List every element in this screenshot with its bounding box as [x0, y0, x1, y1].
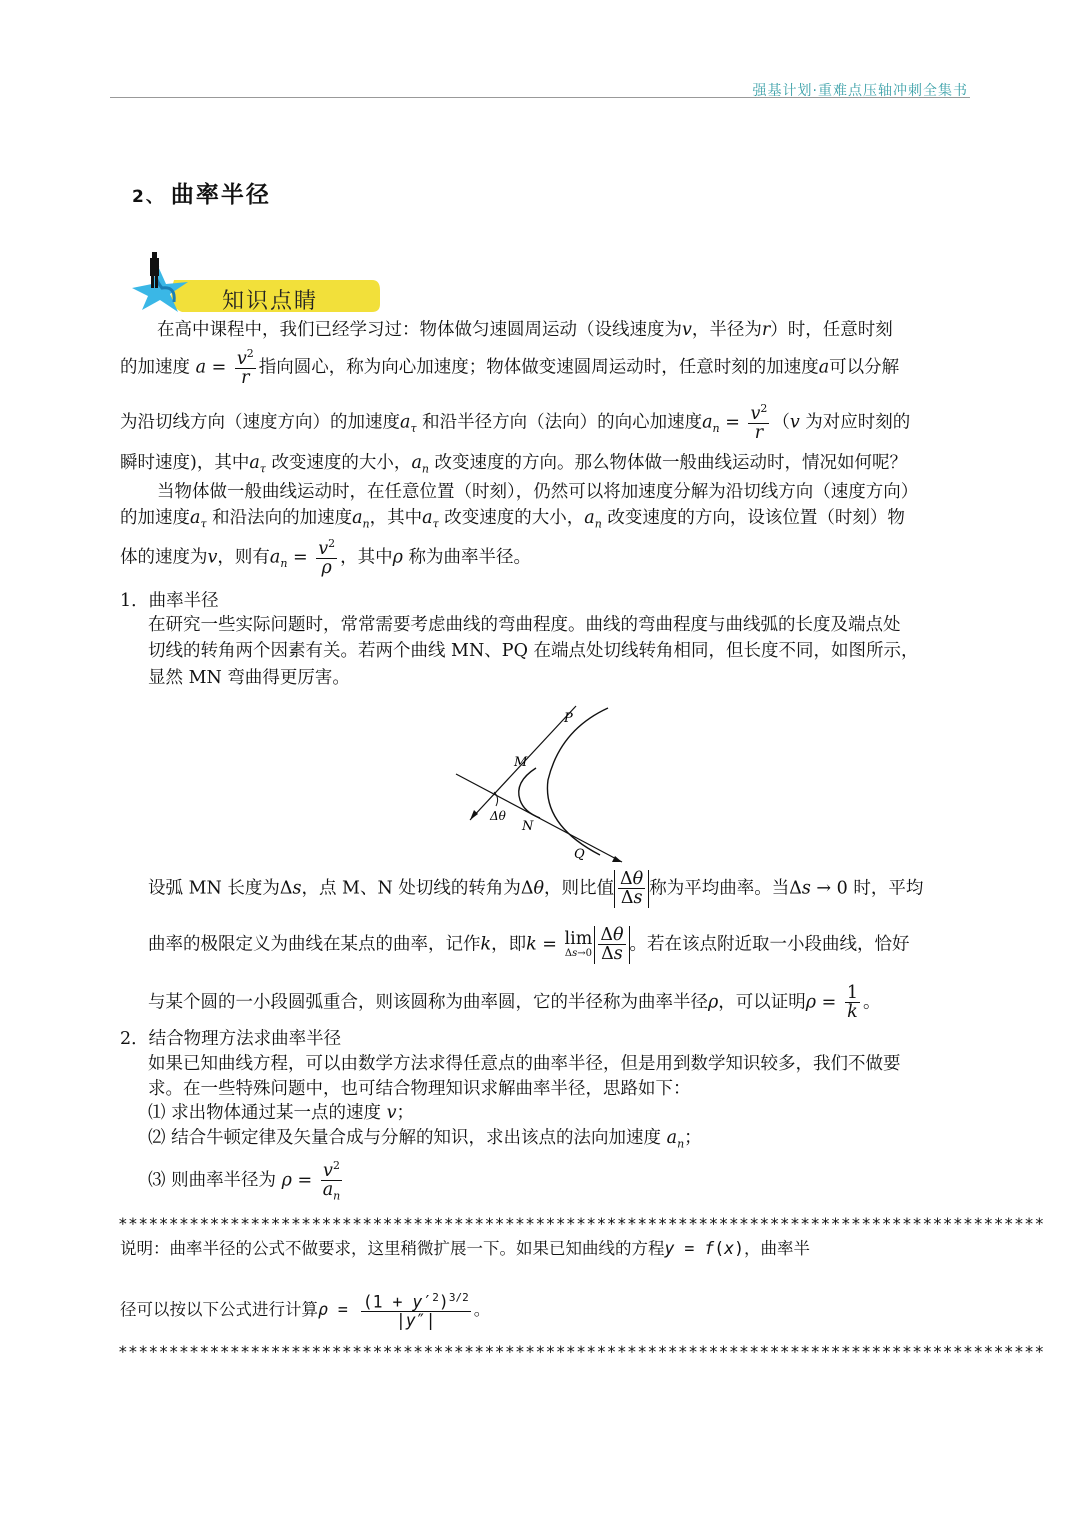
item2-heading: 2．结合物理方法求曲率半径 — [120, 1029, 342, 1049]
knowledge-badge-label: 知识点睛 — [222, 289, 319, 314]
intro-p2-line-2: 的加速度$a_\tau$ 和沿法向的加速度$a_n$，其中$a_\tau$ 改变速度的大小，$a_n$ 改变速度的方向，设该位置（时刻）物 — [120, 508, 905, 531]
centripetal-formula: $\frac{v^2}{r}$ — [236, 347, 254, 389]
item2-step-1: ⑴ 求出物体通过某一点的速度 v； — [148, 1103, 415, 1123]
item2-step-2: ⑵ 结合牛顿定律及矢量合成与分解的知识，求出该点的法向加速度 $a_n$； — [148, 1128, 702, 1151]
intro-line-4: 瞬时速度)，其中$a_\tau$ 改变速度的大小，$a_n$ 改变速度的方向。那么物体做一般曲线运动时，情况如何呢？ — [120, 453, 908, 476]
label-delta-theta: Δθ — [490, 809, 506, 823]
intro-p2-line-1: 当物体做一般曲线运动时，在任意位置（时刻），仍然可以将加速度分解为沿切线方向（速度方向） — [157, 482, 919, 502]
curve-pq — [547, 708, 608, 855]
item1-line-5: 曲率的极限定义为曲线在某点的曲率，记作k，即k = lim Δs→0 $\frac{\Delta\theta}{\Delta s}$ 。若在该点附近取一小段曲线，恰好 — [148, 925, 910, 965]
note-line-2: 径可以按以下公式进行计算ρ = $\frac{(1 + y'^2)^{3/2}}{|y''|}$ 。 — [120, 1291, 491, 1330]
intro-line-3: 为沿切线方向（速度方向）的加速度$a_\tau$ 和沿半径方向（法向）的向心加速度$a_n$ = $\frac{v^2}{r}$ （v 为对应时刻的 — [120, 402, 911, 444]
item1-line-3: 显然 MN 弯曲得更厉害。 — [148, 668, 350, 688]
header-rule — [110, 97, 970, 98]
item1-line-2: 切线的转角两个因素有关。若两个曲线 MN、PQ 在端点处切线转角相同，但长度不同，如图所示， — [148, 641, 919, 661]
item1-line-1: 在研究一些实际问题时，常常需要考虑曲线的弯曲程度。曲线的弯曲程度与曲线弧的长度及端点处 — [148, 615, 901, 635]
item2-line-2: 求。在一些特殊问题中，也可结合物理知识求解曲率半径，思路如下： — [148, 1079, 691, 1099]
note-line-1: 说明：曲率半径的公式不做要求，这里稍微扩展一下。如果已知曲线的方程y = f(x)，曲率半 — [120, 1239, 810, 1258]
item2-line-1: 如果已知曲线方程，可以由数学方法求得任意点的曲率半径，但是用到数学知识较多，我们不做要 — [148, 1054, 901, 1074]
curvature-figure — [450, 700, 640, 868]
tangent-line-lower — [456, 774, 622, 862]
stars-divider-bottom: ******************************************************************************************* — [118, 1342, 1045, 1361]
section-title-text: 曲率半径 — [170, 182, 271, 208]
section-number: 2、 — [132, 187, 165, 207]
label-m: M — [514, 755, 528, 770]
item1-line-4: 设弧 MN 长度为Δs，点 M、N 处切线的转角为Δθ，则比值 $\frac{\Delta\theta}{\Delta s}$ 称为平均曲率。当Δs → 0 时，平均 — [148, 869, 924, 909]
intro-line-1: 在高中课程中，我们已经学习过：物体做匀速圆周运动（设线速度为v，半径为r）时，任意时刻 — [157, 320, 893, 340]
item1-line-6: 与某个圆的一小段圆弧重合，则该圆称为曲率圆，它的半径称为曲率半径ρ，可以证明ρ = $\frac{1}{k}$ 。 — [148, 983, 881, 1023]
intro-line-2: 的加速度 a = $\frac{v^2}{r}$ 指向圆心，称为向心加速度；物体做变速圆周运动时，任意时刻的加速度a可以分解 — [120, 347, 900, 389]
section-title — [132, 176, 271, 209]
label-p: P — [564, 711, 573, 726]
curvature-radius-formula: $\frac{(1 + y'^2)^{3/2}}{|y''|}$ — [362, 1291, 469, 1330]
curve-mn — [519, 768, 540, 818]
intro-p2-line-3: 体的速度为v，则有$a_n$ = $\frac{v^2}{\rho}$ ，其中ρ 称为曲率半径。 — [120, 537, 531, 579]
running-header: 强基计划·重难点压轴冲刺全集书 — [752, 83, 968, 99]
item1-heading: 1．曲率半径 — [120, 591, 219, 611]
label-n: N — [522, 819, 534, 834]
stars-divider-top: ******************************************************************************************* — [118, 1214, 1045, 1233]
item2-step-3: ⑶ 则曲率半径为 ρ = $\frac{v^2}{a_n}$ — [148, 1159, 341, 1203]
label-q: Q — [574, 847, 585, 862]
